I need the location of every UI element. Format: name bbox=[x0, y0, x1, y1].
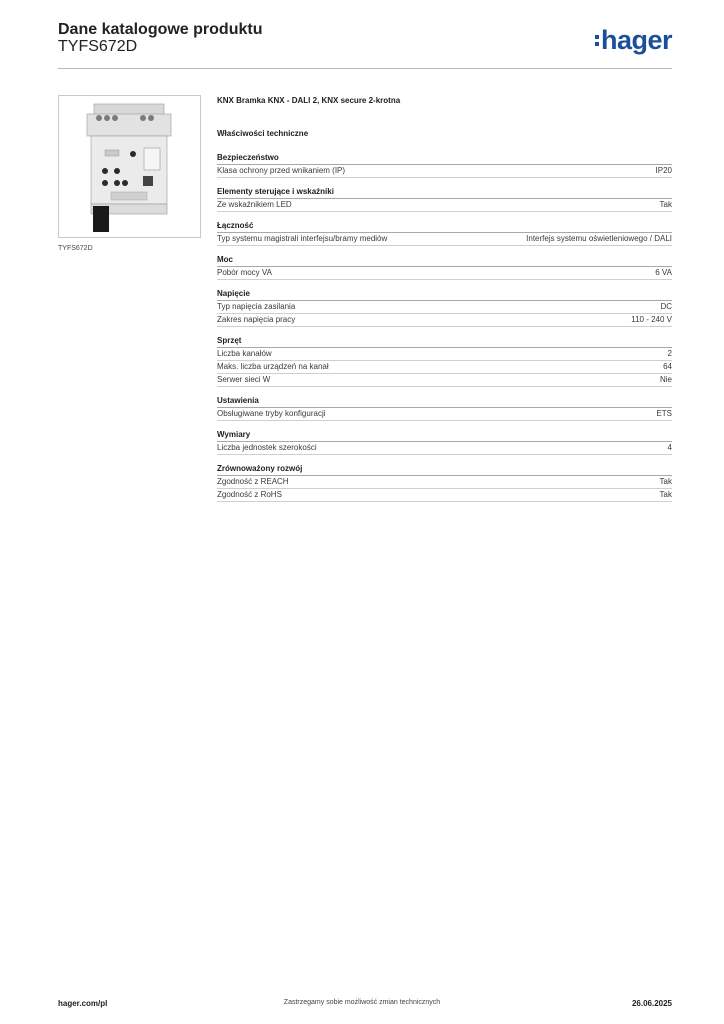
section-safety bbox=[217, 153, 672, 178]
section-voltage bbox=[217, 289, 672, 327]
spec-value: 64 bbox=[663, 362, 672, 371]
spec-value: 6 VA bbox=[655, 268, 672, 277]
properties-heading: Właściwości techniczne bbox=[217, 129, 309, 138]
logo-text: hager bbox=[600, 25, 672, 55]
section-title: Zrównoważony rozwój bbox=[217, 464, 672, 476]
spec-row bbox=[217, 348, 672, 361]
section-sustainability bbox=[217, 464, 672, 502]
spec-row bbox=[217, 314, 672, 327]
din-rail-device-icon bbox=[59, 96, 200, 237]
spec-label: Typ napięcia zasilania bbox=[217, 302, 296, 311]
product-reference: TYFS672D bbox=[58, 38, 138, 55]
spec-row bbox=[217, 165, 672, 178]
spec-row bbox=[217, 199, 672, 212]
spec-value: 2 bbox=[667, 349, 672, 358]
spec-row bbox=[217, 267, 672, 280]
spec-row bbox=[217, 361, 672, 374]
page-title: Dane katalogowe produktu bbox=[58, 21, 263, 38]
section-settings bbox=[217, 396, 672, 421]
spec-label: Liczba kanałów bbox=[217, 349, 272, 358]
logo-dots-icon bbox=[595, 35, 599, 46]
footer-date: 26.06.2025 bbox=[631, 999, 672, 1008]
spec-label: Pobór mocy VA bbox=[217, 268, 272, 277]
footer-disclaimer: Zastrzegamy sobie możliwość zmian technicznych bbox=[283, 999, 441, 1006]
hager-logo bbox=[595, 27, 672, 54]
section-title: Napięcie bbox=[217, 289, 672, 301]
spec-value: DC bbox=[660, 302, 672, 311]
section-title: Bezpieczeństwo bbox=[217, 153, 672, 165]
product-name: KNX Bramka KNX - DALI 2, KNX secure 2-krotna bbox=[217, 96, 401, 105]
spec-label: Zakres napięcia pracy bbox=[217, 315, 296, 324]
spec-label: Obsługiwane tryby konfiguracji bbox=[217, 409, 326, 418]
spec-label: Serwer sieci W bbox=[217, 375, 271, 384]
spec-label: Maks. liczba urządzeń na kanał bbox=[217, 362, 329, 371]
spec-value: IP20 bbox=[655, 166, 672, 175]
spec-row bbox=[217, 374, 672, 387]
section-power bbox=[217, 255, 672, 280]
spec-value: 110 - 240 V bbox=[631, 315, 672, 324]
section-title: Sprzęt bbox=[217, 336, 672, 348]
spec-label: Typ systemu magistrali interfejsu/bramy mediów bbox=[217, 234, 388, 243]
spec-row bbox=[217, 489, 672, 502]
spec-value: Tak bbox=[659, 490, 672, 499]
section-title: Wymiary bbox=[217, 430, 672, 442]
spec-value: ETS bbox=[656, 409, 672, 418]
spec-label: Liczba jednostek szerokości bbox=[217, 443, 317, 452]
section-connectivity bbox=[217, 221, 672, 246]
spec-value: 4 bbox=[667, 443, 672, 452]
spec-row bbox=[217, 301, 672, 314]
spec-value: Tak bbox=[659, 477, 672, 486]
product-image bbox=[58, 95, 201, 238]
spec-label: Klasa ochrony przed wnikaniem (IP) bbox=[217, 166, 346, 175]
section-title: Ustawienia bbox=[217, 396, 672, 408]
spec-row bbox=[217, 233, 672, 246]
spec-content bbox=[217, 96, 672, 511]
spec-row bbox=[217, 476, 672, 489]
section-dimensions bbox=[217, 430, 672, 455]
spec-row bbox=[217, 442, 672, 455]
spec-value: Interfejs systemu oświetleniowego / DALI bbox=[526, 234, 672, 243]
header-divider bbox=[58, 68, 672, 69]
section-hardware bbox=[217, 336, 672, 387]
section-title: Elementy sterujące i wskaźniki bbox=[217, 187, 672, 199]
spec-label: Zgodność z RoHS bbox=[217, 490, 282, 499]
section-controls bbox=[217, 187, 672, 212]
section-title: Łączność bbox=[217, 221, 672, 233]
spec-value: Nie bbox=[659, 375, 672, 384]
footer-website-link[interactable]: hager.com/pl bbox=[58, 999, 108, 1008]
spec-label: Ze wskaźnikiem LED bbox=[217, 200, 292, 209]
image-caption: TYFS672D bbox=[58, 245, 93, 252]
section-title: Moc bbox=[217, 255, 672, 267]
spec-value: Tak bbox=[659, 200, 672, 209]
spec-label: Zgodność z REACH bbox=[217, 477, 289, 486]
spec-row bbox=[217, 408, 672, 421]
